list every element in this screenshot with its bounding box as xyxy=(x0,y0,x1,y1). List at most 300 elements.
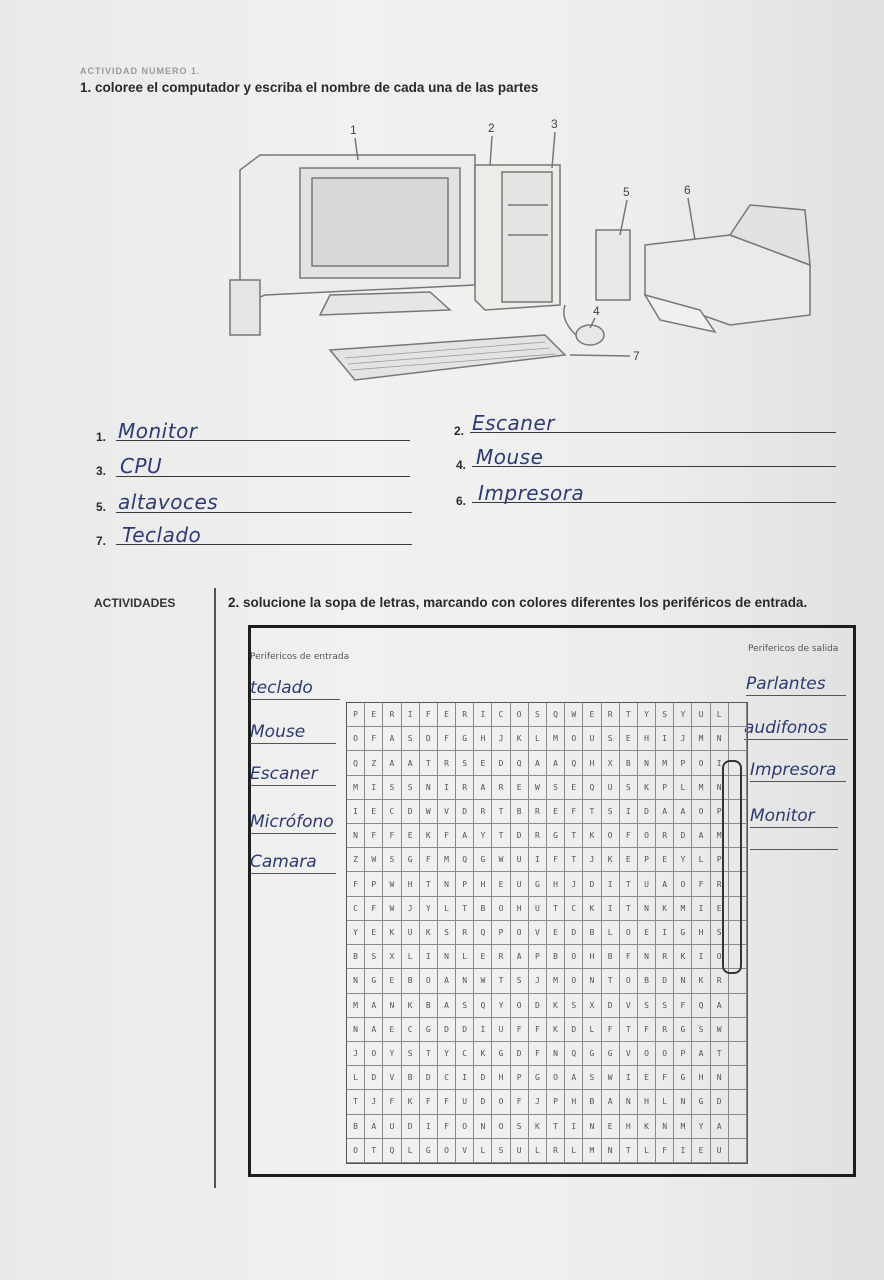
wordsearch-cell[interactable]: R xyxy=(656,1018,674,1042)
wordsearch-cell[interactable]: R xyxy=(529,800,547,824)
wordsearch-cell[interactable]: D xyxy=(420,1066,438,1090)
wordsearch-cell[interactable]: U xyxy=(511,872,529,896)
wordsearch-cell[interactable]: G xyxy=(474,848,492,872)
wordsearch-cell[interactable]: E xyxy=(638,921,656,945)
wordsearch-cell[interactable]: N xyxy=(347,969,365,993)
wordsearch-cell[interactable]: O xyxy=(420,969,438,993)
wordsearch-cell[interactable]: G xyxy=(420,1139,438,1163)
wordsearch-cell[interactable]: A xyxy=(456,824,474,848)
wordsearch-cell[interactable]: J xyxy=(674,727,692,751)
wordsearch-cell[interactable]: W xyxy=(420,800,438,824)
wordsearch-cell[interactable]: S xyxy=(438,921,456,945)
wordsearch-cell[interactable]: D xyxy=(402,1115,420,1139)
wordsearch-cell[interactable]: G xyxy=(420,1018,438,1042)
wordsearch-cell[interactable]: F xyxy=(674,994,692,1018)
wordsearch-cell[interactable]: L xyxy=(638,1139,656,1163)
wordsearch-cell[interactable]: P xyxy=(711,848,729,872)
wordsearch-cell[interactable]: S xyxy=(656,994,674,1018)
wordsearch-cell[interactable]: T xyxy=(365,1139,383,1163)
wordsearch-cell[interactable]: R xyxy=(456,776,474,800)
wordsearch-cell[interactable]: F xyxy=(438,824,456,848)
wordsearch-cell[interactable]: V xyxy=(438,800,456,824)
wordsearch-cell[interactable]: A xyxy=(656,872,674,896)
wordsearch-cell[interactable]: U xyxy=(402,921,420,945)
wordsearch-cell[interactable]: F xyxy=(438,1115,456,1139)
wordsearch-cell[interactable]: T xyxy=(547,897,565,921)
wordsearch-cell[interactable]: Q xyxy=(511,751,529,775)
wordsearch-cell[interactable]: J xyxy=(347,1042,365,1066)
wordsearch-cell[interactable]: A xyxy=(402,751,420,775)
wordsearch-cell[interactable]: I xyxy=(602,872,620,896)
wordsearch-cell[interactable]: E xyxy=(620,848,638,872)
wordsearch-cell[interactable]: F xyxy=(692,872,710,896)
wordsearch-cell[interactable]: S xyxy=(656,703,674,727)
wordsearch-cell[interactable]: B xyxy=(511,800,529,824)
wordsearch-cell[interactable]: K xyxy=(583,897,601,921)
wordsearch-cell[interactable]: B xyxy=(420,994,438,1018)
wordsearch-cell[interactable]: K xyxy=(547,994,565,1018)
wordsearch-cell[interactable]: S xyxy=(711,921,729,945)
wordsearch-cell[interactable]: F xyxy=(365,727,383,751)
wordsearch-cell[interactable]: H xyxy=(492,1066,510,1090)
wordsearch-cell[interactable]: Q xyxy=(583,776,601,800)
wordsearch-cell[interactable]: R xyxy=(456,703,474,727)
wordsearch-cell[interactable]: E xyxy=(583,703,601,727)
wordsearch-cell[interactable]: E xyxy=(620,727,638,751)
wordsearch-cell[interactable]: O xyxy=(692,800,710,824)
wordsearch-cell[interactable]: M xyxy=(583,1139,601,1163)
wordsearch-cell[interactable]: O xyxy=(711,945,729,969)
wordsearch-cell[interactable]: N xyxy=(711,727,729,751)
wordsearch-cell[interactable]: V xyxy=(383,1066,401,1090)
wordsearch-cell[interactable]: T xyxy=(620,872,638,896)
wordsearch-cell[interactable]: E xyxy=(656,848,674,872)
wordsearch-cell[interactable]: W xyxy=(383,897,401,921)
wordsearch-cell[interactable]: N xyxy=(383,994,401,1018)
wordsearch-cell[interactable]: K xyxy=(638,776,656,800)
wordsearch-cell[interactable]: I xyxy=(620,1066,638,1090)
wordsearch-cell[interactable]: N xyxy=(620,1090,638,1114)
wordsearch-cell[interactable]: U xyxy=(511,1139,529,1163)
wordsearch-cell[interactable]: A xyxy=(383,727,401,751)
wordsearch-cell[interactable]: W xyxy=(383,872,401,896)
wordsearch-cell[interactable]: O xyxy=(638,824,656,848)
wordsearch-cell[interactable]: N xyxy=(638,945,656,969)
wordsearch-cell[interactable]: O xyxy=(511,703,529,727)
wordsearch-cell[interactable]: N xyxy=(656,1115,674,1139)
wordsearch-cell[interactable]: D xyxy=(602,994,620,1018)
wordsearch-cell[interactable]: E xyxy=(692,1139,710,1163)
wordsearch-cell[interactable]: C xyxy=(347,897,365,921)
wordsearch-cell[interactable]: Q xyxy=(565,751,583,775)
wordsearch-cell[interactable]: V xyxy=(529,921,547,945)
wordsearch-cell[interactable]: O xyxy=(638,1042,656,1066)
wordsearch-cell[interactable]: U xyxy=(383,1115,401,1139)
wordsearch-cell[interactable]: I xyxy=(656,727,674,751)
wordsearch-cell[interactable]: R xyxy=(383,703,401,727)
wordsearch-cell[interactable]: E xyxy=(438,703,456,727)
wordsearch-cell[interactable]: M xyxy=(438,848,456,872)
wordsearch-cell[interactable]: W xyxy=(365,848,383,872)
wordsearch-cell[interactable]: C xyxy=(565,897,583,921)
wordsearch-cell[interactable]: S xyxy=(456,751,474,775)
wordsearch-cell[interactable]: I xyxy=(474,703,492,727)
wordsearch-cell[interactable]: G xyxy=(365,969,383,993)
wordsearch-cell[interactable]: A xyxy=(692,1042,710,1066)
wordsearch-cell[interactable]: Y xyxy=(474,824,492,848)
wordsearch-cell[interactable]: T xyxy=(420,872,438,896)
wordsearch-cell[interactable]: O xyxy=(620,969,638,993)
wordsearch-cell[interactable]: K xyxy=(402,1090,420,1114)
wordsearch-cell[interactable]: H xyxy=(474,872,492,896)
wordsearch-cell[interactable]: K xyxy=(547,1018,565,1042)
wordsearch-cell[interactable]: A xyxy=(711,1115,729,1139)
wordsearch-cell[interactable]: S xyxy=(565,994,583,1018)
wordsearch-cell[interactable]: R xyxy=(492,945,510,969)
wordsearch-cell[interactable]: H xyxy=(583,945,601,969)
wordsearch-cell[interactable]: O xyxy=(565,945,583,969)
wordsearch-cell[interactable]: N xyxy=(711,1066,729,1090)
wordsearch-cell[interactable]: A xyxy=(565,1066,583,1090)
wordsearch-cell[interactable]: N xyxy=(347,824,365,848)
wordsearch-cell[interactable]: O xyxy=(547,1066,565,1090)
wordsearch-cell[interactable]: N xyxy=(583,969,601,993)
wordsearch-cell[interactable]: B xyxy=(547,945,565,969)
wordsearch-cell[interactable]: D xyxy=(656,969,674,993)
wordsearch-cell[interactable]: S xyxy=(638,994,656,1018)
wordsearch-cell[interactable]: X xyxy=(583,994,601,1018)
wordsearch-cell[interactable]: D xyxy=(529,994,547,1018)
wordsearch-cell[interactable]: B xyxy=(638,969,656,993)
wordsearch-cell[interactable]: S xyxy=(583,1066,601,1090)
wordsearch-cell[interactable]: M xyxy=(692,727,710,751)
wordsearch-cell[interactable]: F xyxy=(383,1090,401,1114)
wordsearch-cell[interactable]: A xyxy=(656,800,674,824)
wordsearch-cell[interactable] xyxy=(729,1042,747,1066)
wordsearch-cell[interactable]: L xyxy=(402,1139,420,1163)
wordsearch-cell[interactable]: Q xyxy=(347,751,365,775)
wordsearch-cell[interactable]: F xyxy=(420,703,438,727)
wordsearch-cell[interactable]: J xyxy=(529,1090,547,1114)
wordsearch-cell[interactable]: D xyxy=(402,800,420,824)
wordsearch-cell[interactable]: N xyxy=(347,1018,365,1042)
wordsearch-cell[interactable]: Q xyxy=(474,994,492,1018)
wordsearch-cell[interactable]: N xyxy=(456,969,474,993)
wordsearch-cell[interactable]: L xyxy=(674,776,692,800)
wordsearch-cell[interactable]: D xyxy=(474,1090,492,1114)
wordsearch-cell[interactable]: Y xyxy=(674,703,692,727)
wordsearch-cell[interactable]: L xyxy=(583,1018,601,1042)
wordsearch-cell[interactable]: O xyxy=(565,969,583,993)
wordsearch-cell[interactable]: G xyxy=(402,848,420,872)
wordsearch-cell[interactable]: M xyxy=(674,897,692,921)
wordsearch-cell[interactable]: N xyxy=(474,1115,492,1139)
wordsearch-cell[interactable]: S xyxy=(402,776,420,800)
wordsearch-cell[interactable]: G xyxy=(692,1090,710,1114)
wordsearch-cell[interactable]: S xyxy=(383,848,401,872)
wordsearch-cell[interactable]: B xyxy=(583,921,601,945)
wordsearch-cell[interactable]: V xyxy=(620,994,638,1018)
wordsearch-cell[interactable]: O xyxy=(511,921,529,945)
wordsearch-cell[interactable]: J xyxy=(402,897,420,921)
wordsearch-cell[interactable]: V xyxy=(620,1042,638,1066)
wordsearch-cell[interactable]: A xyxy=(692,824,710,848)
wordsearch-cell[interactable]: E xyxy=(565,776,583,800)
wordsearch-cell[interactable]: E xyxy=(547,921,565,945)
wordsearch-cell[interactable]: T xyxy=(602,969,620,993)
wordsearch-cell[interactable]: I xyxy=(602,897,620,921)
wordsearch-cell[interactable]: O xyxy=(602,824,620,848)
wordsearch-cell[interactable]: E xyxy=(365,703,383,727)
wordsearch-cell[interactable]: A xyxy=(547,751,565,775)
wordsearch-cell[interactable]: D xyxy=(711,1090,729,1114)
wordsearch-cell[interactable] xyxy=(729,1018,747,1042)
wordsearch-cell[interactable]: U xyxy=(492,1018,510,1042)
wordsearch-cell[interactable]: I xyxy=(692,945,710,969)
wordsearch-cell[interactable]: Q xyxy=(474,921,492,945)
wordsearch-cell[interactable]: L xyxy=(529,727,547,751)
wordsearch-cell[interactable]: F xyxy=(420,848,438,872)
wordsearch-cell[interactable]: E xyxy=(474,945,492,969)
wordsearch-cell[interactable]: R xyxy=(711,969,729,993)
wordsearch-cell[interactable]: A xyxy=(438,994,456,1018)
wordsearch-cell[interactable]: F xyxy=(602,1018,620,1042)
wordsearch-cell[interactable]: W xyxy=(565,703,583,727)
wordsearch-cell[interactable]: L xyxy=(565,1139,583,1163)
wordsearch-grid[interactable] xyxy=(346,702,748,1164)
wordsearch-cell[interactable]: G xyxy=(492,1042,510,1066)
wordsearch-cell[interactable]: T xyxy=(583,800,601,824)
wordsearch-cell[interactable]: K xyxy=(402,994,420,1018)
wordsearch-cell[interactable]: H xyxy=(402,872,420,896)
wordsearch-cell[interactable]: P xyxy=(638,848,656,872)
wordsearch-cell[interactable]: T xyxy=(456,897,474,921)
wordsearch-cell[interactable]: E xyxy=(511,776,529,800)
wordsearch-cell[interactable]: T xyxy=(620,1018,638,1042)
wordsearch-cell[interactable]: Y xyxy=(674,848,692,872)
wordsearch-cell[interactable]: I xyxy=(692,897,710,921)
wordsearch-cell[interactable]: F xyxy=(620,824,638,848)
wordsearch-cell[interactable]: I xyxy=(565,1115,583,1139)
wordsearch-cell[interactable]: M xyxy=(692,776,710,800)
wordsearch-cell[interactable]: H xyxy=(692,921,710,945)
wordsearch-cell[interactable]: D xyxy=(565,921,583,945)
wordsearch-cell[interactable]: T xyxy=(547,1115,565,1139)
wordsearch-cell[interactable]: K xyxy=(383,921,401,945)
wordsearch-cell[interactable]: D xyxy=(474,1066,492,1090)
wordsearch-cell[interactable]: H xyxy=(474,727,492,751)
wordsearch-cell[interactable]: I xyxy=(620,800,638,824)
wordsearch-cell[interactable]: J xyxy=(365,1090,383,1114)
wordsearch-cell[interactable]: O xyxy=(347,727,365,751)
wordsearch-cell[interactable]: N xyxy=(638,751,656,775)
wordsearch-cell[interactable]: Z xyxy=(365,751,383,775)
wordsearch-cell[interactable]: Y xyxy=(438,1042,456,1066)
wordsearch-cell[interactable]: S xyxy=(602,727,620,751)
wordsearch-cell[interactable]: T xyxy=(420,751,438,775)
wordsearch-cell[interactable]: I xyxy=(474,1018,492,1042)
wordsearch-cell[interactable]: U xyxy=(602,776,620,800)
wordsearch-cell[interactable]: N xyxy=(602,1139,620,1163)
wordsearch-cell[interactable]: O xyxy=(456,1115,474,1139)
wordsearch-cell[interactable]: H xyxy=(511,897,529,921)
wordsearch-cell[interactable]: T xyxy=(620,897,638,921)
wordsearch-cell[interactable]: B xyxy=(347,945,365,969)
wordsearch-cell[interactable]: Y xyxy=(420,897,438,921)
wordsearch-cell[interactable]: K xyxy=(420,824,438,848)
wordsearch-cell[interactable]: Q xyxy=(383,1139,401,1163)
wordsearch-cell[interactable]: H xyxy=(638,727,656,751)
wordsearch-cell[interactable]: H xyxy=(583,751,601,775)
wordsearch-cell[interactable]: R xyxy=(656,824,674,848)
wordsearch-cell[interactable]: F xyxy=(438,1090,456,1114)
wordsearch-cell[interactable]: M xyxy=(547,727,565,751)
wordsearch-cell[interactable] xyxy=(729,727,747,751)
wordsearch-cell[interactable]: I xyxy=(456,1066,474,1090)
wordsearch-cell[interactable]: P xyxy=(656,776,674,800)
wordsearch-cell[interactable]: Y xyxy=(383,1042,401,1066)
wordsearch-cell[interactable]: O xyxy=(438,1139,456,1163)
wordsearch-cell[interactable]: F xyxy=(529,1018,547,1042)
wordsearch-cell[interactable]: Q xyxy=(547,703,565,727)
wordsearch-cell[interactable]: L xyxy=(438,897,456,921)
wordsearch-cell[interactable]: F xyxy=(365,824,383,848)
wordsearch-cell[interactable]: B xyxy=(602,945,620,969)
wordsearch-cell[interactable]: P xyxy=(456,872,474,896)
wordsearch-cell[interactable]: F xyxy=(511,1018,529,1042)
wordsearch-cell[interactable]: U xyxy=(511,848,529,872)
wordsearch-cell[interactable]: E xyxy=(383,1018,401,1042)
wordsearch-cell[interactable]: R xyxy=(438,751,456,775)
wordsearch-cell[interactable]: O xyxy=(365,1042,383,1066)
wordsearch-cell[interactable]: E xyxy=(402,824,420,848)
wordsearch-cell[interactable]: T xyxy=(492,824,510,848)
wordsearch-cell[interactable]: F xyxy=(620,945,638,969)
wordsearch-cell[interactable]: E xyxy=(365,921,383,945)
wordsearch-cell[interactable]: M xyxy=(711,824,729,848)
wordsearch-cell[interactable]: S xyxy=(547,776,565,800)
wordsearch-cell[interactable]: W xyxy=(529,776,547,800)
wordsearch-cell[interactable]: Y xyxy=(638,703,656,727)
wordsearch-cell[interactable]: G xyxy=(529,872,547,896)
wordsearch-cell[interactable]: G xyxy=(602,1042,620,1066)
wordsearch-cell[interactable]: O xyxy=(656,1042,674,1066)
wordsearch-cell[interactable]: A xyxy=(365,1115,383,1139)
wordsearch-cell[interactable]: J xyxy=(492,727,510,751)
wordsearch-cell[interactable]: H xyxy=(565,1090,583,1114)
wordsearch-cell[interactable]: P xyxy=(511,1066,529,1090)
wordsearch-cell[interactable]: P xyxy=(711,800,729,824)
wordsearch-cell[interactable]: U xyxy=(583,727,601,751)
wordsearch-cell[interactable]: D xyxy=(365,1066,383,1090)
wordsearch-cell[interactable]: E xyxy=(711,897,729,921)
wordsearch-cell[interactable]: B xyxy=(402,969,420,993)
wordsearch-cell[interactable] xyxy=(729,1115,747,1139)
wordsearch-cell[interactable]: P xyxy=(529,945,547,969)
wordsearch-cell[interactable]: D xyxy=(420,727,438,751)
wordsearch-cell[interactable]: S xyxy=(511,969,529,993)
wordsearch-cell[interactable]: I xyxy=(438,776,456,800)
wordsearch-cell[interactable]: Y xyxy=(692,1115,710,1139)
wordsearch-cell[interactable]: O xyxy=(620,921,638,945)
wordsearch-cell[interactable]: T xyxy=(492,969,510,993)
wordsearch-cell[interactable]: I xyxy=(420,1115,438,1139)
wordsearch-cell[interactable] xyxy=(729,703,747,727)
wordsearch-cell[interactable]: S xyxy=(620,776,638,800)
wordsearch-cell[interactable]: K xyxy=(583,824,601,848)
wordsearch-cell[interactable]: C xyxy=(456,1042,474,1066)
wordsearch-cell[interactable]: E xyxy=(383,969,401,993)
wordsearch-cell[interactable]: M xyxy=(656,751,674,775)
wordsearch-cell[interactable]: F xyxy=(638,1018,656,1042)
wordsearch-cell[interactable]: P xyxy=(347,703,365,727)
wordsearch-cell[interactable]: D xyxy=(456,1018,474,1042)
wordsearch-cell[interactable]: E xyxy=(602,1115,620,1139)
wordsearch-cell[interactable]: L xyxy=(692,848,710,872)
wordsearch-cell[interactable]: A xyxy=(474,776,492,800)
wordsearch-cell[interactable]: K xyxy=(656,897,674,921)
wordsearch-cell[interactable]: A xyxy=(511,945,529,969)
wordsearch-cell[interactable]: K xyxy=(529,1115,547,1139)
wordsearch-cell[interactable]: B xyxy=(402,1066,420,1090)
wordsearch-cell[interactable]: P xyxy=(492,921,510,945)
wordsearch-cell[interactable]: T xyxy=(711,1042,729,1066)
wordsearch-cell[interactable]: E xyxy=(492,872,510,896)
wordsearch-cell[interactable]: R xyxy=(656,945,674,969)
wordsearch-cell[interactable]: I xyxy=(347,800,365,824)
wordsearch-cell[interactable]: D xyxy=(565,1018,583,1042)
wordsearch-cell[interactable]: A xyxy=(365,994,383,1018)
wordsearch-cell[interactable]: C xyxy=(492,703,510,727)
wordsearch-cell[interactable]: C xyxy=(383,800,401,824)
wordsearch-cell[interactable]: K xyxy=(638,1115,656,1139)
wordsearch-cell[interactable]: S xyxy=(402,1042,420,1066)
wordsearch-cell[interactable]: U xyxy=(456,1090,474,1114)
wordsearch-cell[interactable]: Q xyxy=(692,994,710,1018)
wordsearch-cell[interactable]: R xyxy=(547,1139,565,1163)
wordsearch-cell[interactable]: R xyxy=(456,921,474,945)
wordsearch-cell[interactable]: L xyxy=(711,703,729,727)
wordsearch-cell[interactable]: O xyxy=(492,1115,510,1139)
wordsearch-cell[interactable]: S xyxy=(529,703,547,727)
wordsearch-cell[interactable] xyxy=(729,1139,747,1163)
wordsearch-cell[interactable]: Y xyxy=(492,994,510,1018)
wordsearch-cell[interactable]: L xyxy=(602,921,620,945)
wordsearch-cell[interactable]: G xyxy=(547,824,565,848)
wordsearch-cell[interactable]: S xyxy=(492,1139,510,1163)
wordsearch-cell[interactable]: J xyxy=(529,969,547,993)
wordsearch-cell[interactable]: A xyxy=(365,1018,383,1042)
wordsearch-cell[interactable]: P xyxy=(547,1090,565,1114)
wordsearch-cell[interactable]: N xyxy=(638,897,656,921)
wordsearch-cell[interactable]: D xyxy=(583,872,601,896)
wordsearch-cell[interactable]: Q xyxy=(456,848,474,872)
wordsearch-cell[interactable]: M xyxy=(547,969,565,993)
wordsearch-cell[interactable]: F xyxy=(511,1090,529,1114)
wordsearch-cell[interactable] xyxy=(729,1090,747,1114)
wordsearch-cell[interactable]: B xyxy=(347,1115,365,1139)
wordsearch-cell[interactable]: K xyxy=(674,945,692,969)
wordsearch-cell[interactable]: P xyxy=(365,872,383,896)
wordsearch-cell[interactable]: U xyxy=(692,703,710,727)
wordsearch-cell[interactable]: K xyxy=(474,1042,492,1066)
wordsearch-cell[interactable]: I xyxy=(402,703,420,727)
wordsearch-cell[interactable]: R xyxy=(474,800,492,824)
wordsearch-cell[interactable]: B xyxy=(474,897,492,921)
wordsearch-cell[interactable]: R xyxy=(492,776,510,800)
wordsearch-cell[interactable]: A xyxy=(529,751,547,775)
wordsearch-cell[interactable]: T xyxy=(492,800,510,824)
